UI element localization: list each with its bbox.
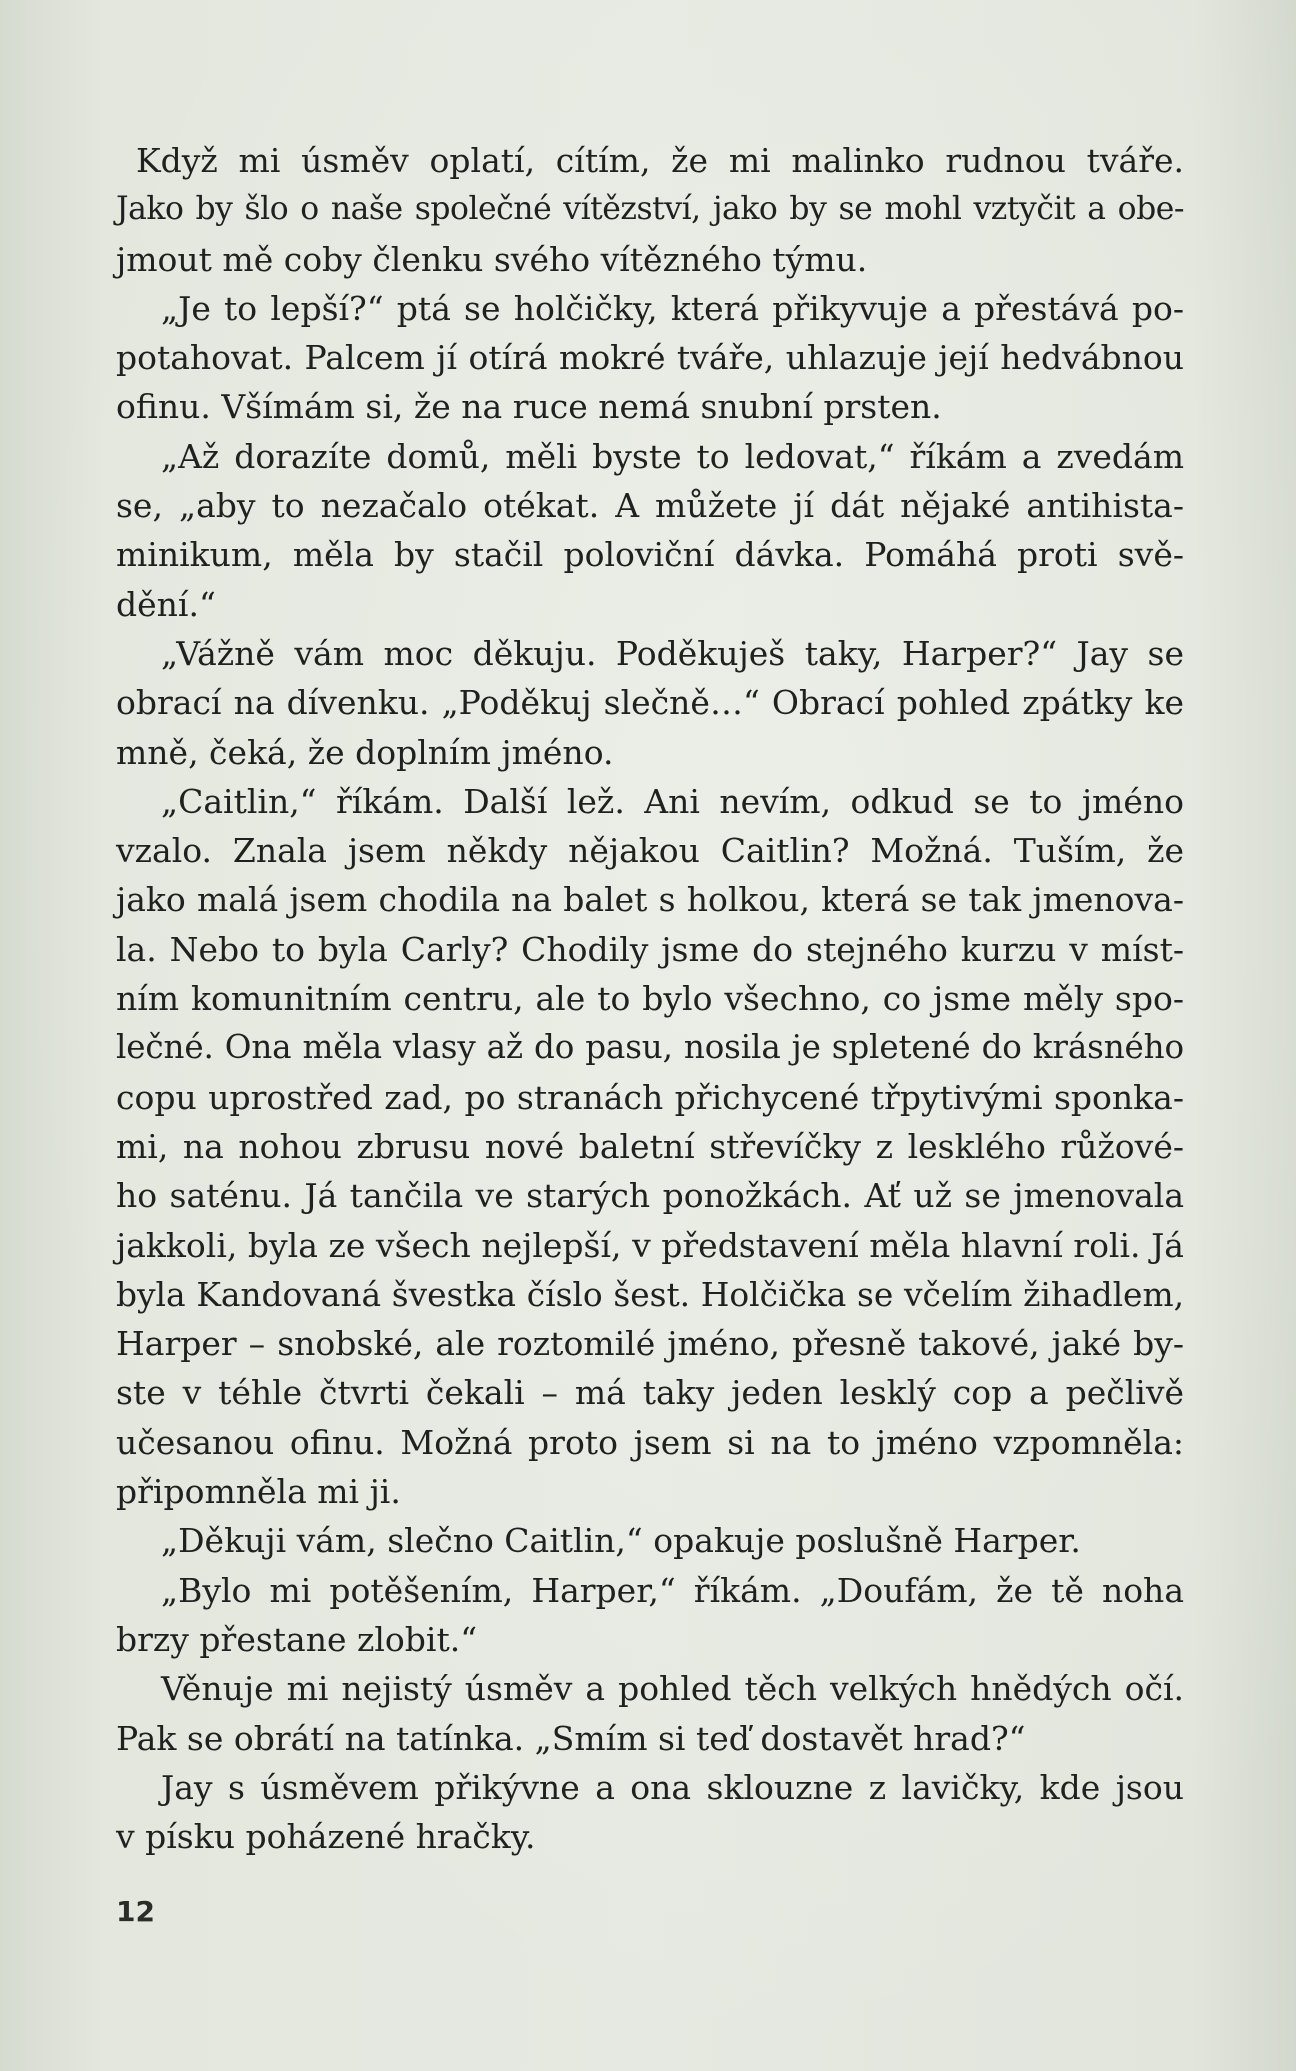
text-line: la. Nebo to byla Carly? Chodily jsme do stejného kurzu v míst- xyxy=(116,929,1184,969)
page-number: 12 xyxy=(116,1895,155,1928)
text-line: Když mi úsměv oplatí, cítím, že mi malinko rudnou tváře. xyxy=(136,141,1184,180)
text-line: se, „aby to nezačalo otékat. A můžete jí dát nějaké antihista- xyxy=(116,486,1184,526)
text-line: obrací na dívenku. „Poděkuj slečně…“ Obrací pohled zpátky ke xyxy=(116,683,1184,723)
text-line: „Je to lepší?“ ptá se holčičky, která přikyvuje a přestává po- xyxy=(161,288,1184,328)
text-line: jmout mě coby členku svého vítězného týmu. xyxy=(116,239,868,279)
text-line: připomněla mi ji. xyxy=(116,1472,401,1512)
text-line: „Až dorazíte domů, měli byste to ledovat,“ říkám a zvedám xyxy=(161,436,1184,476)
text-line: ho saténu. Já tančila ve starých ponožkách. Ať už se jmenovala xyxy=(116,1176,1184,1216)
text-line: mi, na nohou zbrusu nové baletní střevíčky z lesklého růžové- xyxy=(116,1126,1184,1166)
text-line: „Caitlin,“ říkám. Další lež. Ani nevím, odkud se to jméno xyxy=(161,781,1184,821)
text-line: jako malá jsem chodila na balet s holkou, která se tak jmenova- xyxy=(116,880,1184,920)
text-line: minikum, měla by stačil poloviční dávka. Pomáhá proti svě- xyxy=(116,535,1184,575)
text-line: brzy přestane zlobit.“ xyxy=(116,1619,478,1659)
text-line: copu uprostřed zad, po stranách přichycené třpytivými sponka- xyxy=(116,1077,1184,1117)
text-line: jakkoli, byla ze všech nejlepší, v představení měla hlavní roli. Já xyxy=(116,1225,1184,1265)
text-line: ním komunitním centru, ale to bylo všechno, co jsme měly spo- xyxy=(116,979,1184,1019)
text-line: dění.“ xyxy=(116,584,216,624)
text-line: mně, čeká, že doplním jméno. xyxy=(116,732,614,772)
text-line: Pak se obrátí na tatínka. „Smím si teď dostavět hrad?“ xyxy=(116,1718,1026,1758)
text-line: v písku poházené hračky. xyxy=(116,1817,536,1857)
text-line: učesanou ofinu. Možná proto jsem si na to jméno vzpomněla: xyxy=(116,1422,1184,1462)
text-line: Věnuje mi nejistý úsměv a pohled těch velkých hnědých očí. xyxy=(161,1669,1184,1709)
text-line: potahovat. Palcem jí otírá mokré tváře, uhlazuje její hedvábnou xyxy=(116,338,1184,378)
text-line: „Vážně vám moc děkuju. Poděkuješ taky, Harper?“ Jay se xyxy=(161,633,1184,673)
text-line: Jay s úsměvem přikývne a ona sklouzne z lavičky, kde jsou xyxy=(161,1767,1184,1807)
text-line: ste v téhle čtvrti čekali – má taky jeden lesklý cop a pečlivě xyxy=(116,1373,1184,1413)
body-text xyxy=(116,136,1184,1861)
text-line: „Bylo mi potěšením, Harper,“ říkám. „Doufám, že tě noha xyxy=(161,1570,1184,1610)
text-line: ofinu. Všímám si, že na ruce nemá snubní prsten. xyxy=(116,387,942,427)
text-line: byla Kandovaná švestka číslo šest. Holčička se včelím žihadlem, xyxy=(116,1274,1184,1314)
text-line: Harper – snobské, ale roztomilé jméno, přesně takové, jaké by- xyxy=(116,1324,1184,1364)
text-line: vzalo. Znala jsem někdy nějakou Caitlin? Možná. Tuším, že xyxy=(116,831,1184,871)
text-line: Jako by šlo o naše společné vítězství, jako by se mohl vztyčit a obe- xyxy=(116,191,1184,228)
text-line: „Děkuji vám, slečno Caitlin,“ opakuje poslušně Harper. xyxy=(161,1521,1081,1561)
text-line: lečné. Ona měla vlasy až do pasu, nosila je spletené do krásného xyxy=(116,1028,1184,1067)
